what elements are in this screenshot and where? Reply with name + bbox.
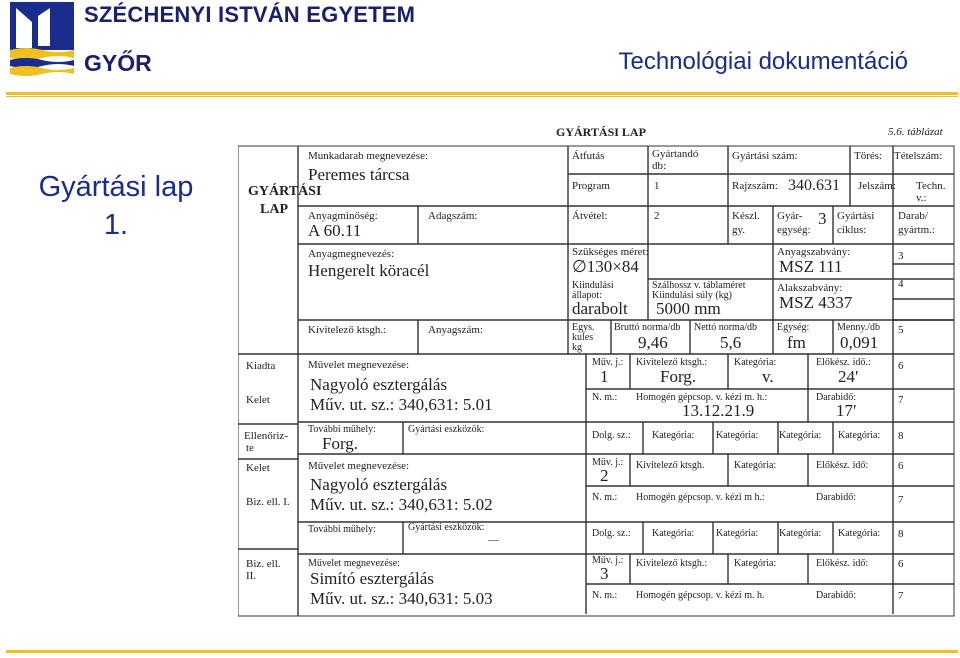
form-heading: GYÁRTÁSI LAP xyxy=(556,125,646,139)
label-gyartasi-ciklus-2: ciklus: xyxy=(837,224,867,236)
value-alakszabvany: MSZ 4337 xyxy=(779,293,853,312)
op3-name: Simító esztergálás xyxy=(310,569,434,588)
op3-label-elokesz: Előkész. idő: xyxy=(816,558,869,569)
label-tetelszam: Tételszám: xyxy=(894,150,943,162)
op1-label-kat-3: Kategória: xyxy=(779,430,822,441)
label-gy: gy. xyxy=(732,224,746,236)
op1-label-dolg: Dolg. sz.: xyxy=(592,430,631,441)
footer-divider xyxy=(6,650,958,653)
row-number-4: 4 xyxy=(898,278,904,290)
op2-label-elokesz: Előkész. idő: xyxy=(816,460,869,471)
label-ellenorizte-1: Ellenőriz- xyxy=(244,430,288,442)
op1-elokesz: 24′ xyxy=(838,367,859,386)
label-szalhossz: Szálhossz v. táblaméret xyxy=(652,280,746,291)
label-db: db: xyxy=(652,160,667,172)
label-atvetel: Átvétel: xyxy=(572,210,608,222)
op1-label-homogen: Homogén gépcsop. v. kézi m. h.: xyxy=(636,392,768,403)
side-label-1: GYÁRTÁSI xyxy=(248,184,322,199)
label-allapot: állapot: xyxy=(572,290,602,301)
op1-label-muvelet: Művelet megnevezése: xyxy=(308,359,410,371)
op1-label-darabido: Darabidő: xyxy=(816,392,856,403)
op2-label-dolg: Dolg. sz.: xyxy=(592,528,631,539)
label-szukseges-meret: Szükséges méret: xyxy=(572,246,649,258)
label-tores: Törés: xyxy=(854,150,883,162)
label-techn-v: v.: xyxy=(916,192,927,204)
row-number-8b: 8 xyxy=(898,528,904,540)
label-alakszabvany: Alakszabvány: xyxy=(777,282,843,294)
label-kelet2: Kelet xyxy=(246,462,270,474)
label-kules: kules xyxy=(572,332,594,343)
row-number-6a: 6 xyxy=(898,360,904,372)
slide-title xyxy=(20,168,212,244)
label-gyartando: Gyártandó xyxy=(652,148,699,160)
label-anyagminoseg: Anyagminőség: xyxy=(308,210,378,222)
op1-kivitelezo: Forg. xyxy=(660,367,697,386)
op1-homogen: 13.12.21.9 xyxy=(682,401,755,420)
op2-label-nm: N. m.: xyxy=(592,492,618,503)
row-number-7b: 7 xyxy=(898,494,904,506)
label-jelszam: Jelszám: xyxy=(858,180,896,192)
value-gyartando: 1 xyxy=(654,180,660,192)
label-biz-ell-2b: II. xyxy=(246,570,257,582)
op2-label-kategoria: Kategória: xyxy=(734,460,777,471)
value-munkadarab: Peremes tárcsa xyxy=(308,165,410,184)
slide-title-line1: Gyártási lap xyxy=(38,171,194,203)
label-netto: Nettó norma/db xyxy=(694,322,758,333)
value-atvetel: 2 xyxy=(654,210,660,222)
label-techn: Techn. xyxy=(916,180,946,192)
op3-label-darabido: Darabidő: xyxy=(816,590,856,601)
label-anyagszabvany: Anyagszabvány: xyxy=(777,246,851,258)
slide-title-line2: 1. xyxy=(103,209,129,241)
op2-label-kivitelezo: Kivitelező ktsgh. xyxy=(636,460,705,471)
op1-label-kat-1: Kategória: xyxy=(652,430,695,441)
table-reference: 5.6. táblázat xyxy=(888,126,943,138)
op3-label-nm: N. m.: xyxy=(592,590,618,601)
label-biz-ell-2a: Biz. ell. xyxy=(246,558,281,570)
label-kiind-suly: Kiindulási súly (kg) xyxy=(652,290,732,301)
label-kg: kg xyxy=(572,342,582,353)
label-egyseg: egység: xyxy=(777,224,811,236)
op2-label-kat-2: Kategória: xyxy=(716,528,759,539)
op3-label-muvelet: Művelet megnevezése: xyxy=(308,558,400,569)
op3-muv-j: 3 xyxy=(600,564,609,583)
label-atfutas: Átfutás xyxy=(572,150,605,162)
value-rajzszam: 340.631 xyxy=(788,177,840,194)
label-egys: Egys. xyxy=(572,322,595,333)
row-number-6c: 6 xyxy=(898,558,904,570)
row-number-7a: 7 xyxy=(898,394,904,406)
row-number-3: 3 xyxy=(898,250,904,262)
op2-label-muv-j: Műv. j.: xyxy=(592,457,624,468)
document-title: Technológiai dokumentáció xyxy=(618,48,908,75)
op3-label-homogen: Homogén gépcsop. v. kézi m. h. xyxy=(636,590,765,601)
op2-eszk: — xyxy=(488,534,499,546)
label-kiindulasi: Kiindulási xyxy=(572,280,614,291)
label-gyartm: gyártm.: xyxy=(898,224,935,236)
op1-label-gyartasi-eszk: Gyártási eszközök: xyxy=(408,424,485,435)
value-brutto: 9,46 xyxy=(638,333,668,352)
side-label-2: LAP xyxy=(260,202,288,217)
op3-label-muv-j: Műv. j.: xyxy=(592,555,624,566)
op1-tovabbi: Forg. xyxy=(322,434,359,453)
row-number-5: 5 xyxy=(898,324,904,336)
label-munkadarab: Munkadarab megnevezése: xyxy=(308,150,429,162)
value-menny: 0,091 xyxy=(840,333,879,352)
label-gyartasi-szam: Gyártási szám: xyxy=(732,150,798,162)
label-menny: Menny./db xyxy=(837,322,880,333)
row-number-7c: 7 xyxy=(898,590,904,602)
op2-label-muvelet: Művelet megnevezése: xyxy=(308,460,410,472)
header-divider-thin xyxy=(6,96,958,97)
op2-muv-j: 2 xyxy=(600,466,609,485)
label-kiadta: Kiadta xyxy=(246,360,276,372)
op1-label-muv-j: Műv. j.: xyxy=(592,357,624,368)
value-anyagmegnevezes: Hengerelt köracél xyxy=(308,261,430,280)
op1-muv-j: 1 xyxy=(600,367,609,386)
value-egyseg: fm xyxy=(787,333,806,352)
row-number-6b: 6 xyxy=(898,460,904,472)
label-gyar: Gyár- xyxy=(777,210,803,222)
op1-ref: Műv. ut. sz.: 340,631: 5.01 xyxy=(310,395,493,414)
label-adagszam: Adagszám: xyxy=(428,210,478,222)
label-kelet: Kelet xyxy=(246,394,270,406)
op2-label-homogen: Homogén gépcsop. v. kézi m h.: xyxy=(636,492,765,503)
label-egyseg2: Egység: xyxy=(777,322,810,333)
value-kiindulasi: darabolt xyxy=(572,299,628,318)
label-biz-ell-1: Biz. ell. I. xyxy=(246,496,290,508)
label-gyartasi-ciklus-1: Gyártási xyxy=(837,210,875,222)
op1-label-kat-4: Kategória: xyxy=(838,430,881,441)
university-logo xyxy=(10,2,74,78)
value-netto: 5,6 xyxy=(720,333,742,352)
label-anyagszam: Anyagszám: xyxy=(428,324,483,336)
op2-label-darabido: Darabidő: xyxy=(816,492,856,503)
op3-label-kivitelezo: Kivitelező ktsgh.: xyxy=(636,558,708,569)
op1-darabido: 17′ xyxy=(836,401,857,420)
op1-label-kivitelezo: Kivitelező ktsgh.: xyxy=(636,357,708,368)
op1-name: Nagyoló esztergálás xyxy=(310,375,448,394)
op2-ref: Műv. ut. sz.: 340,631: 5.02 xyxy=(310,495,493,514)
op2-label-kat-3: Kategória: xyxy=(779,528,822,539)
op1-label-elokesz: Előkész. idő.: xyxy=(816,357,871,368)
value-szalhossz: 5000 mm xyxy=(656,299,721,318)
op1-label-kategoria: Kategória: xyxy=(734,357,777,368)
op2-label-kat-4: Kategória: xyxy=(838,528,881,539)
value-anyagminoseg: A 60.11 xyxy=(308,221,362,240)
op2-label-kat-1: Kategória: xyxy=(652,528,695,539)
op3-ref: Műv. ut. sz.: 340,631: 5.03 xyxy=(310,589,493,608)
value-gyar-egyseg: 3 xyxy=(818,209,827,228)
value-anyagszabvany: MSZ 111 xyxy=(779,257,843,276)
row-number-8a: 8 xyxy=(898,430,904,442)
label-rajzszam: Rajzszám: xyxy=(732,180,778,192)
value-meret: ∅130×84 xyxy=(572,257,639,276)
label-anyagmegnevezes: Anyagmegnevezés: xyxy=(308,248,395,260)
op2-name: Nagyoló esztergálás xyxy=(310,475,448,494)
label-darab: Darab/ xyxy=(898,210,928,222)
op3-label-kategoria: Kategória: xyxy=(734,558,777,569)
header-divider xyxy=(6,92,958,95)
label-keszl: Készl. xyxy=(732,210,760,222)
label-program: Program xyxy=(572,180,610,192)
op2-label-tovabbi: További műhely: xyxy=(308,524,376,535)
city-name: GYŐR xyxy=(84,50,152,76)
op1-label-tovabbi: További műhely: xyxy=(308,424,376,435)
label-kivitelezo: Kivitelező ktsgh.: xyxy=(308,324,387,336)
op1-label-kat-2: Kategória: xyxy=(716,430,759,441)
label-ellenorizte-2: te xyxy=(246,442,254,454)
production-sheet-form xyxy=(238,124,956,618)
op1-label-nm: N. m.: xyxy=(592,392,618,403)
university-name: SZÉCHENYI ISTVÁN EGYETEM xyxy=(84,2,416,27)
op1-kategoria: v. xyxy=(762,367,774,386)
label-brutto: Bruttó norma/db xyxy=(614,322,681,333)
op2-label-gyartasi-eszk: Gyártási eszközök: xyxy=(408,522,485,533)
